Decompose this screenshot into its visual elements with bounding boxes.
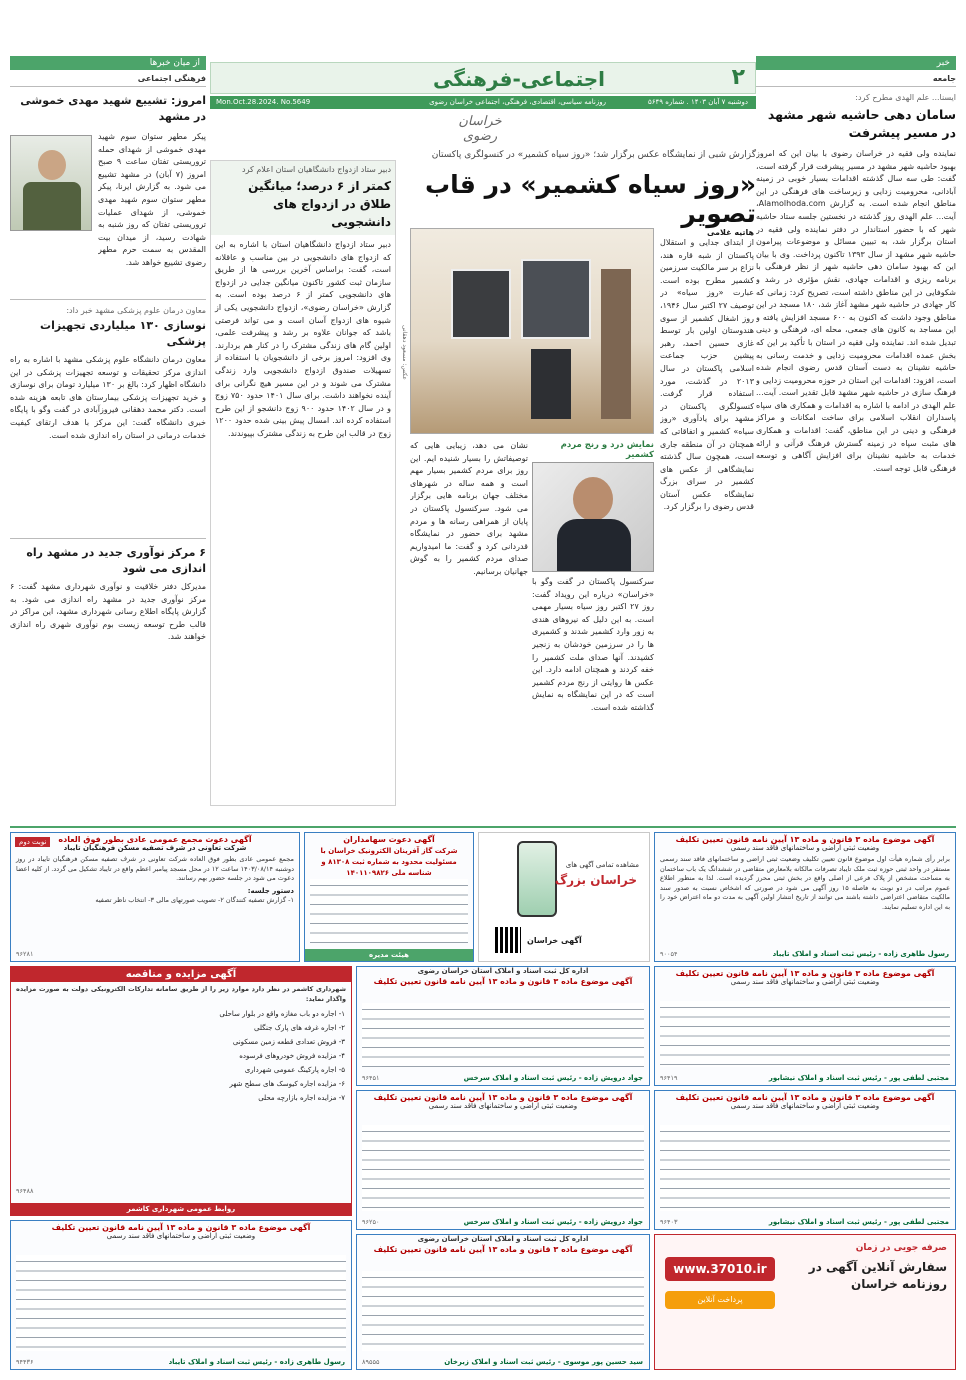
promo-sub: سفارش آنلاین آگهی در روزنامه خراسان <box>808 1260 947 1291</box>
ad-title: آگهی موضوع ماده ۳ قانون و ماده ۱۳ آیین نامه قانون تعیین تکلیف <box>675 835 935 844</box>
feature-body-left: نشان می دهد، زیبایی هایی که توصیفاتش را بسیار شنیده ایم. این روز برای مردم کشمیر بسیار مهم است و همه ساله در شهرهای مختلف جهان برنامه هایی برگزار می شود. سرکنسول پاکستان در پایان از همراهی رسانه ها و مردم مشهد برای حضور در نمایشگاه قدردانی کرد و گفت: ما امیدواریم صدای مردم کشمیر را به گوش جهانیان برسانیم. <box>410 441 528 576</box>
feature-mid-col <box>532 440 654 802</box>
ad-number: ۹۶۴۰۳ <box>660 1218 678 1226</box>
ad-signature: سید حسین پور موسوی - رئیس ثبت اسناد و املاک زبرخان <box>444 1358 643 1366</box>
qr-label: آگهی خراسان <box>527 936 582 945</box>
ad-subtitle: وضعیت ثبتی اراضی و ساختمانهای فاقد سند رسمی <box>730 844 880 852</box>
auction-item: ۲- اجاره غرفه های پارک جنگلی <box>254 1024 345 1032</box>
right-column <box>756 56 956 826</box>
divider <box>10 86 206 87</box>
ad-text-lines <box>310 879 468 943</box>
ad-number: ۹۶۲۸۱ <box>16 950 34 958</box>
news2-headline: نوسازی ۱۳۰ میلیاردی تجهیزات پزشکی <box>40 319 206 348</box>
section-title: اجتماعی-فرهنگی <box>433 67 605 91</box>
newspaper-logo: خراسان رضوی <box>458 114 502 144</box>
auction-title: آگهی مزایده و مناقصه <box>11 967 351 982</box>
auction-footer: روابط عمومی شهرداری کاشمر <box>11 1203 351 1215</box>
ad-text-lines <box>362 1125 644 1211</box>
photo-uniform <box>23 182 81 230</box>
ad-title: آگهی موضوع ماده ۳ قانون و ماده ۱۳ آیین نامه قانون تعیین تکلیف <box>675 1093 935 1102</box>
feature-byline: هاتیه غلامی <box>706 228 754 237</box>
promo-title: صرفه جویی در زمان <box>855 1243 947 1253</box>
assembly-tag: نوبت دوم <box>15 837 50 847</box>
ad-text-lines <box>660 1125 950 1211</box>
shareholders-ad <box>304 832 474 962</box>
phone-icon <box>517 841 557 917</box>
notice-ad <box>356 1234 650 1370</box>
notice-ad <box>356 1090 650 1230</box>
ad-text-lines <box>362 1271 644 1351</box>
auction-item: ۵- اجاره پارکینگ عمومی شهرداری <box>244 1066 345 1074</box>
qr-code-icon <box>495 927 521 953</box>
feature-body-right: از ابتدای جدایی و استقلال پاکستان از شبه قاره هند، نزاع بر سر مالکیت سرزمین کشمیر مطرح بوده است. عبارت «روز سیاه» در توصیف ۲۷ اکتبر سال ۱۹۴۶، روز اشغال کشمیر از سوی هندوستان اولین بار توسط غازی حسین احمد، رهبر پیشین حزب جماعت اسلامی پاکستان در سال ۲۰۱۳ در گذشت، مورد استفاده قرار گرفت. کنسولگری پاکستان در مشهد برای یادآوری «روز سیاه» کشمیر و اتفاقاتی که همچنان در آن منطقه جاری است، همچون سال گذشته نمایشگاهی از عکس های کشمیر در سرای بزرگ نمایشگاه عکس آستان قدس رضوی را برگزار کرد. <box>660 238 754 512</box>
date-en: Mon.Oct.28.2024. No.5649 <box>216 98 311 106</box>
feature-quote-title: نمایش درد و رنج مردم کشمیر <box>560 440 654 460</box>
ad-number: ۹۶۴۵۱ <box>362 1074 380 1082</box>
ad-signature: مجتبی لطفی پور - رئیس ثبت اسناد و املاک نیشابور <box>768 1074 949 1082</box>
ad-title: آگهی دعوت سهامداران <box>343 835 435 844</box>
notice-ad <box>654 832 956 962</box>
ad-title: آگهی موضوع ماده ۳ قانون و ماده ۱۳ آیین نامه قانون تعیین تکلیف <box>373 1245 633 1254</box>
ad-signature: جواد درویش زاده - رئیس ثبت اسناد و املاک سرخس <box>463 1074 643 1082</box>
middle-headline: کمتر از ۶ درصد؛ میانگین طلاق در ازدواج های دانشجویی <box>248 179 391 229</box>
divider <box>10 538 206 539</box>
ad-text-lines <box>16 1255 346 1351</box>
news1-body: پیکر مطهر ستوان سوم شهید مهدی خموشی از شهدای حمله تروریستی تفتان ساعت ۹ صبح امروز (۷ آبان) در مشهد تشییع می شود. به گزارش ایرنا، پیکر مطهر ستوان سوم شهید مهدی خموشی، از شهدای عملیات تروریستی تفتان که روز شنبه به شهادت رسید، از میدان بیت المقدس به سمت حرم مطهر رضوی تشییع خواهد شد. <box>98 132 206 267</box>
feature-right-col <box>660 228 754 803</box>
feature-headline: «روز سیاه کشمیر» در قاب تصویر <box>425 170 756 228</box>
ad-number: ۹۰۰۵۴ <box>660 950 678 958</box>
feature-kicker: گزارش شبی از نمایشگاه عکس برگزار شد؛ «روز سیاه کشمیر» در کنسولگری پاکستان <box>431 150 756 160</box>
ad-body: برابر رأی شماره هیأت اول موضوع قانون تعیین تکلیف وضعیت ثبتی اراضی و ساختمانهای فاقد سند رسمی مستقر در واحد ثبتی حوزه ثبت ملک تایباد تصرفات مالکانه بلامعارض متقاضی در ششدانگ یک باب ساختمان به مساحت مشخص از پلاک فرعی از اصلی واقع در بخش ثبتی محرز گردیده است. لذا به منظور اطلاع عموم مراتب در دو نوبت به فاصله ۱۵ روز آگهی می شود در صورتی که اشخاص نسبت به صدور سند مالکیت متقاضی اعتراضی داشته باشند می توانند از تاریخ انتشار اولین آگهی به مدت دو ماه اعتراض خود را به این اداره تسلیم نمایند. <box>660 855 950 911</box>
auction-item: ۴- مزایده فروش خودروهای فرسوده <box>239 1052 345 1060</box>
exhibition-photo <box>410 228 654 434</box>
right-headline: سامان دهی حاشیه شهر مشهد در مسیر پیشرفت <box>767 107 956 140</box>
divider <box>756 86 956 87</box>
ad-number: ۹۶۴۱۹ <box>660 1074 678 1082</box>
left-column <box>10 56 206 826</box>
assembly-agenda-title: دستور جلسه: <box>247 886 294 895</box>
right-body: نماینده ولی فقیه در خراسان رضوی با بیان این که امروز بهبود حاشیه شهر مشهد در مسیر پیشرفت قرار گرفته است، گفت: طی سه سال گذشته اقدامات بسیار خوبی در زمینه آبادانی، محرومیت زدایی و زیرساخت های فرهنگی در این مناطق انجام شده است. به گزارش Alamolhoda.com، آیت... علم الهدی روز گذشته در نخستین جلسه ستاد حاشیه شهر که با حضور استاندار در دفتر نماینده ولی فقیه در استان برگزار شد، به تبیین مسائل و موضوعات پیرامون حاشیه شهر مشهد از سال ۱۳۹۳ تاکنون پرداخت. وی با بیان این که بهبود سامان دهی حاشیه شهر از نظر فرهنگی با برنامه ریزی و اقدامات جهادی، نقش مؤثری در رشد و شکوفایی در این مناطق داشته است، تصریح کرد: زمانی که کار جهادی در حاشیه شهر مشهد آغاز شد، ۱۸۰ مسجد در این مناطق وجود داشت که اکنون به ۶۰۰ مسجد افزایش یافته و این مساجد به کانون های جمعی، محله ای، فرهنگی و دینی تبدیل شده اند. نماینده ولی فقیه در استان با تأکید بر این که بخش عمده اقدامات محرومیت زدایی و خدمت رسانی به حاشیه نشینان به دست آستان قدس رضوی انجام شده است، افزود: اقدامات این استان در حوزه محرومیت زدایی و فرهنگ سازی در حاشیه شهر مشهد قابل تقدیر است. آیت... علم الهدی در ادامه با اشاره به اقدامات و همکاری های سپاه پاسداران انقلاب اسلامی برای ساخت امکانات و مراکز فرهنگی و دینی در این مناطق، گفت: اقدامات و همکاری های مثبت سپاه در زمینه گسترش فرهنگ قرآنی و ارائه خدمات به حاشیه نشینان برای افزایش آگاهی و توسعه فرهنگی قابل توجه است. <box>756 149 956 473</box>
photo-suit <box>557 519 631 572</box>
middle-body: دبیر ستاد ازدواج دانشگاهیان استان با اشاره به این که ازدواج های دانشجویی در بین مناسب و عاقلانه است، گفت: براساس آخرین بررسی ها از طریق سازمان ثبت کشور تاکنون میانگین جدایی در ازدواج های دانشجویی کمتر از ۶ درصد بوده است. به گزارش «خراسان رضوی»، ازدواج دانشجویی یکی از شیوه های ازدواج آسان است و می تواند فرصتی باشد که جوانان علاوه بر رشد و پیشرفت علمی، اولین گام های زندگی مشترک را در کنار هم بردارند. وی افزود: امروز برخی از دانشجویان با استفاده از تسهیلات صندوق ازدواج دانشجویی وارد زندگی مشترک می شوند و در این مسیر هیچ نگرانی برای آینده نخواهند داشت. برای سال ۱۴۰۱ حدود ۷۵۰ زوج و در سال ۱۴۰۲ حدود ۹۰۰ زوج دانشجو از این طرح استفاده کرده اند. امسال پیش بینی شده حدود ۱۲۰۰ زوج در قالب این طرح به زندگی مشترک بپیوندند. <box>215 240 392 438</box>
right-sub-tag: جامعه <box>932 74 956 83</box>
assembly-body: مجمع عمومی عادی بطور فوق العاده شرکت تعاونی در شرف تصفیه مسکن فرهنگیان تایباد در روز دوشنبه ۱۴۰۳/۰۸/۱۴ ساعت ۱۲ در محل مسجد پیامبر اعظم واقع در تایباد تشکیل می گردد. از کلیه اعضا دعوت می شود در جلسه حضور بهم رسانند. <box>16 855 294 882</box>
app-sub: مشاهده تمامی آگهی های <box>565 861 639 869</box>
promo-site[interactable]: www.37010.ir <box>665 1257 775 1281</box>
ad-title: آگهی دعوت مجمع عمومی عادی بطور فوق العاده <box>58 835 252 844</box>
news3-headline: ۶ مرکز نوآوری جدید در مشهد راه اندازی می شود <box>26 546 206 575</box>
photo-frame <box>451 269 511 339</box>
ad-text-lines <box>362 1003 644 1067</box>
middle-kicker: دبیر ستاد ازدواج دانشگاهیان استان اعلام کرد <box>242 165 391 174</box>
ad-subtitle: وضعیت ثبتی اراضی و ساختمانهای فاقد سند رسمی <box>428 1102 578 1110</box>
ad-signature: رسول طاهری زاده - رئیس ثبت اسناد و املاک تایباد <box>168 1358 345 1366</box>
ad-number: ۹۴۴۳۶ <box>16 1358 34 1366</box>
shareholders-footer: هیئت مدیره <box>305 949 473 961</box>
feature-left-col <box>410 440 528 802</box>
photo-credit: عکس: مسعود دهقانی <box>401 325 408 380</box>
auction-item: ۶- مزایده اجاره کیوسک های سطح شهر <box>229 1080 345 1088</box>
shareholders-body: شرکت گاز آفرینان الکترونیک خراسان با مسئولیت محدود به شماره ثبت ۸۱۳۰۸ و شناسه ملی ۱۴۰۱۱۰۹۸۲۶ <box>320 847 458 877</box>
assembly-ad <box>10 832 300 962</box>
ad-dept: اداره کل ثبت اسناد و املاک استان خراسان رضوی <box>417 967 589 975</box>
news1-block <box>10 131 206 291</box>
consul-photo <box>532 462 654 572</box>
news1-headline: امروز: تشییع شهید مهدی خموشی در مشهد <box>20 94 206 123</box>
feature-body-mid: سرکنسول پاکستان در گفت وگو با «خراسان» درباره این رویداد گفت: روز ۲۷ اکتبر روز سیاه بسیار مهمی است. به این دلیل که نیروهای هندی به زور وارد کشمیر شدند و کشمیری ها را در سرزمین خودشان به زنجیر کشیدند. آنها صدای ملت کشمیر را خفه کردند و همچنان ادامه دارد. این عکس ها روایتی از رنج مردم کشمیر است که در این نمایشگاه به نمایش گذاشته شده است. <box>532 577 654 712</box>
assembly-agenda: ۱- گزارش تصفیه کنندگان ۲- تصویب صورتهای مالی ۳- انتخاب ناظر تصفیه <box>95 895 294 904</box>
ad-signature: مجتبی لطفی پور - رئیس ثبت اسناد و املاک نیشابور <box>768 1218 949 1226</box>
header-info-bar <box>210 96 756 109</box>
news3-body: مدیرکل دفتر خلاقیت و نوآوری شهرداری مشهد گفت: ۶ مرکز نوآوری جدید در مشهد راه اندازی می شود. به گزارش پایگاه اطلاع رسانی شهرداری مشهد، این مراکز در قالب طرح توسعه زیست بوم نوآوری شهری راه اندازی خواهند شد. <box>10 582 206 642</box>
ad-signature: رسول طاهری زاده - رئیس ثبت اسناد و املاک تایباد <box>772 950 949 958</box>
ad-number: ۹۶۴۸۸ <box>16 1187 34 1195</box>
slogan: روزنامه سیاسی، اقتصادی، فرهنگی، اجتماعی خراسان رضوی <box>429 98 606 106</box>
notice-ad <box>356 966 650 1086</box>
page-header <box>210 56 756 144</box>
app-title: خراسان بزرگ <box>554 873 637 887</box>
left-sub-tag: فرهنگی اجتماعی <box>137 74 206 83</box>
ad-number: ۹۶۲۵۰ <box>362 1218 380 1226</box>
right-section-tag: خبر <box>756 56 956 70</box>
right-kicker: ایسنا... علم الهدی مطرح کرد: <box>855 93 956 102</box>
ad-title: آگهی موضوع ماده ۳ قانون و ماده ۱۳ آیین نامه قانون تعیین تکلیف <box>373 1093 633 1102</box>
ad-title: آگهی موضوع ماده ۳ قانون و ماده ۱۳ آیین نامه قانون تعیین تکلیف <box>675 969 935 978</box>
promo-ad <box>654 1234 956 1370</box>
photo-face <box>38 150 66 180</box>
ad-subtitle: وضعیت ثبتی اراضی و ساختمانهای فاقد سند رسمی <box>730 978 880 986</box>
ad-dept: اداره کل ثبت اسناد و املاک استان خراسان رضوی <box>417 1235 589 1243</box>
notice-ad <box>654 1090 956 1230</box>
left-section-tag: از میان خبرها <box>10 56 206 70</box>
ad-subtitle: وضعیت ثبتی اراضی و ساختمانهای فاقد سند رسمی <box>730 1102 880 1110</box>
ad-subtitle: شرکت تعاونی در شرف تصفیه مسکن فرهنگیان تایباد <box>63 844 247 852</box>
middle-column <box>210 160 396 806</box>
ad-title: آگهی موضوع ماده ۳ قانون و ماده ۱۳ آیین نامه قانون تعیین تکلیف <box>373 977 633 986</box>
photo-stand <box>531 349 571 419</box>
ads-divider <box>10 826 956 828</box>
date-fa: دوشنبه ۷ آبان ۱۴۰۳ . شماره ۵۶۴۹ <box>647 98 748 106</box>
page-number: ۲ <box>731 65 745 90</box>
auction-item: ۳- فروش تعدادی قطعه زمین مسکونی <box>232 1038 345 1046</box>
notice-ad <box>10 1220 352 1370</box>
photo-face <box>573 477 613 521</box>
divider <box>10 299 206 300</box>
soldier-photo <box>10 135 92 231</box>
news2-kicker: معاون درمان علوم پزشکی مشهد خبر داد: <box>66 306 206 315</box>
ad-text-lines <box>660 1001 950 1067</box>
auction-ad <box>10 966 352 1216</box>
header-title-box <box>210 62 756 94</box>
promo-tag: پرداخت آنلاین <box>665 1291 775 1309</box>
photo-frame <box>521 259 591 339</box>
news2-body: معاون درمان دانشگاه علوم پزشکی مشهد با اشاره به راه اندازی مرکز تحقیقات و توسعه تجهیزات پزشکی در این دانشگاه اظهار کرد: بالغ بر ۱۳۰ میلیارد تومان برای نوسازی و خرید تجهیزات پزشکی بیمارستان های تابعه هزینه شده است. دکتر محمد دهقانی فیروزآبادی در گفت وگو با پایگاه خبری دانشگاه گفت: این مرکز با هدف ارتقای کیفیت خدمات درمانی در استان راه اندازی شده است. <box>10 355 206 440</box>
app-ad <box>478 832 650 962</box>
ad-number: ۸۹۵۵۵ <box>362 1358 380 1366</box>
ad-title: آگهی موضوع ماده ۳ قانون و ماده ۱۳ آیین نامه قانون تعیین تکلیف <box>51 1223 311 1232</box>
auction-list <box>11 1007 351 1105</box>
auction-item: ۱- اجاره دو باب مغازه واقع در بلوار ساحلی <box>219 1010 345 1018</box>
auction-item: ۷- مزایده اجاره بازارچه محلی <box>258 1094 345 1102</box>
auction-sub: شهرداری کاشمر در نظر دارد موارد زیر را از طریق سامانه تدارکات الکترونیکی دولت به صورت مزایده واگذار نماید: <box>16 985 346 1003</box>
ad-signature: جواد درویش زاده - رئیس ثبت اسناد و املاک سرخس <box>463 1218 643 1226</box>
ad-subtitle: وضعیت ثبتی اراضی و ساختمانهای فاقد سند رسمی <box>106 1232 256 1240</box>
photo-curtain <box>601 269 631 419</box>
notice-ad <box>654 966 956 1086</box>
